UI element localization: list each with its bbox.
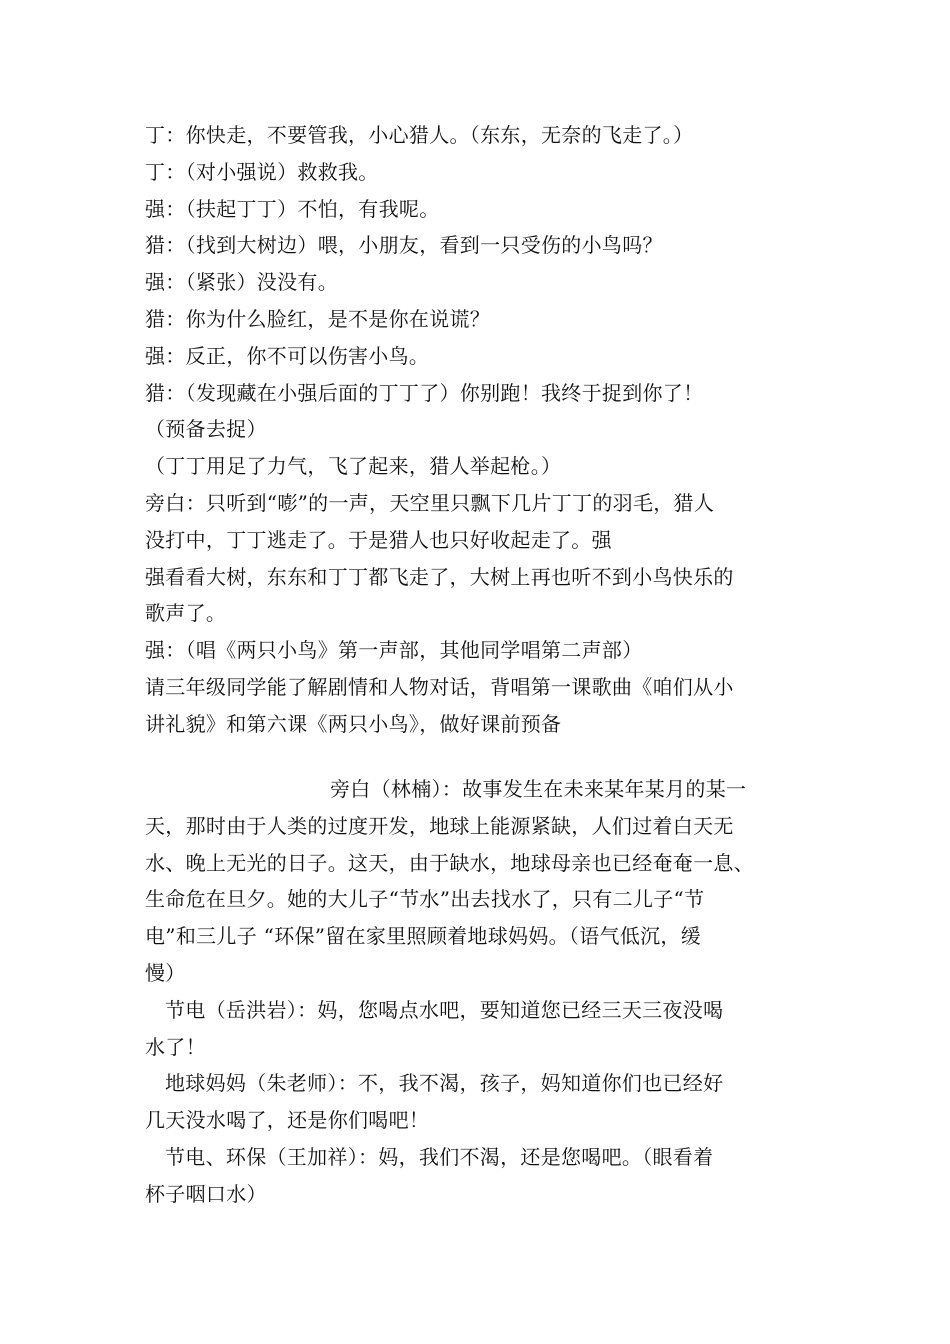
narration-line: 电”和三儿子 “环保”留在家里照顾着地球妈妈。（语气低沉，缓 <box>145 924 702 949</box>
narration-line: 强看看大树，东东和丁丁都飞走了，大树上再也听不到小鸟快乐的 <box>145 564 734 589</box>
dialogue-line: 丁：（对小强说）救救我。 <box>145 159 379 184</box>
dialogue-line: 强：（紧张）没没有。 <box>145 270 338 295</box>
dialogue-line: 猎：你为什么脸红，是不是你在说谎？ <box>145 306 491 331</box>
script-part-1 <box>145 117 820 743</box>
narration-line: 没打中，丁丁逃走了。于是猎人也只好收起走了。强 <box>145 527 612 552</box>
dialogue-line: 节电、环保（王加祥）：妈，我们不渴，还是您喝吧。（眼看着 <box>165 1144 714 1169</box>
narration-line: 天，那时由于人类的过度开发，地球上能源紧缺，人们过着白天无 <box>145 813 734 838</box>
dialogue-line: 丁：你快走，不要管我，小心猎人。（东东，无奈的飞走了。） <box>145 123 694 147</box>
stage-direction-line: （预备去捉） <box>145 417 267 442</box>
dialogue-line: 猎：（找到大树边）喂，小朋友，看到一只受伤的小鸟吗？ <box>145 233 663 258</box>
narration-line: 生命危在旦夕。她的大儿子“节水”出去找水了，只有二儿子“节 <box>145 887 705 912</box>
instruction-line: 请三年级同学能了解剧情和人物对话，背唱第一课歌曲《咱们从小 <box>145 674 734 699</box>
narration-line: 旁白（林楠）：故事发生在未来某年某月的某一 <box>330 777 747 801</box>
dialogue-line: 强：反正，你不可以伤害小鸟。 <box>145 343 430 368</box>
dialogue-line: 节电（岳洪岩）：妈，您喝点水吧，要知道您已经三天三夜没喝 <box>165 997 724 1022</box>
dialogue-line: 猎：（发现藏在小强后面的丁丁了）你别跑！我终于捉到你了！ <box>145 380 704 405</box>
dialogue-line: 几天没水喝了，还是你们喝吧！ <box>145 1108 430 1133</box>
narration-line: 歌声了。 <box>145 601 227 626</box>
narration-line: 水、晚上无光的日子。这天，由于缺水，地球母亲也已经奄奄一息、 <box>145 850 754 875</box>
dialogue-line: 强：（扶起丁丁）不怕，有我呢。 <box>145 196 440 221</box>
dialogue-line: 强：（唱《两只小鸟》第一声部，其他同学唱第二声部） <box>145 638 643 663</box>
stage-direction-line: （丁丁用足了力气，飞了起来，猎人举起枪。） <box>145 454 562 479</box>
dialogue-line: 水了！ <box>145 1034 206 1059</box>
script-part-2 <box>145 771 820 1213</box>
narration-line: 旁白：只听到“嘭”的一声，天空里只飘下几片丁丁的羽毛，猎人 <box>145 490 715 515</box>
dialogue-line: 地球妈妈（朱老师）：不，我不渴，孩子，妈知道你们也已经好 <box>165 1071 724 1096</box>
instruction-line: 讲礼貌》和第六课《两只小鸟》，做好课前预备 <box>145 711 562 736</box>
narration-line: 慢） <box>145 960 186 985</box>
dialogue-line: 杯子咽口水） <box>145 1181 267 1206</box>
